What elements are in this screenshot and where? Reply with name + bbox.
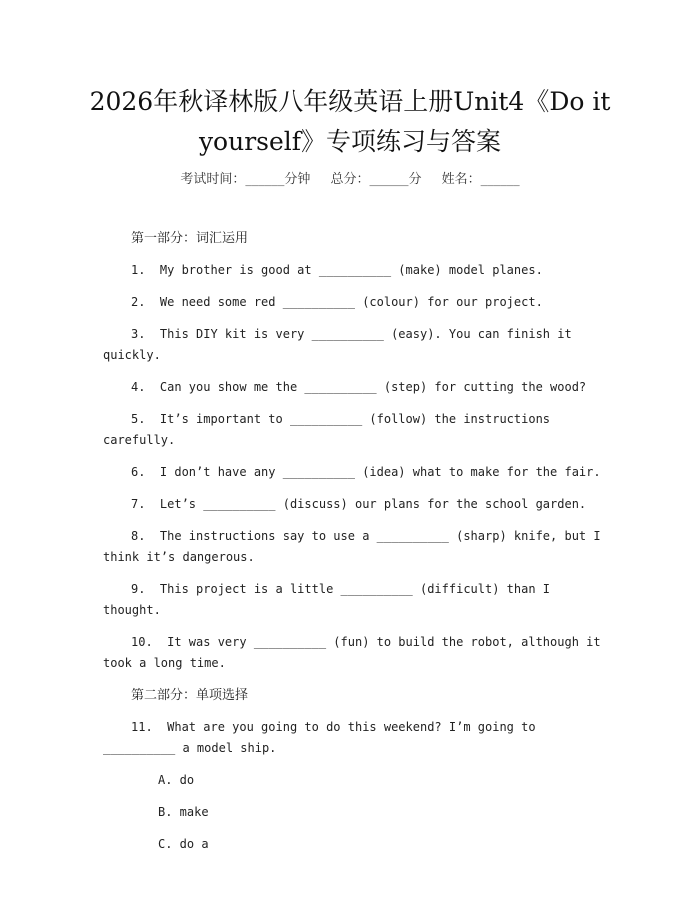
question-1: 1. My brother is good at __________ (make) model planes.: [131, 263, 543, 277]
question-10: 10. It was very __________ (fun) to build the robot, although it took a long time.: [103, 635, 608, 670]
section-heading-multiple-choice: 第二部分：单项选择: [131, 688, 249, 703]
option-b: B. make: [158, 805, 209, 819]
question-11: 11. What are you going to do this weekend? I’m going to __________ a model ship.: [103, 720, 543, 755]
exam-time-field: 考试时间：______分钟: [180, 172, 311, 187]
exercise-content: [103, 228, 608, 866]
question-9: 9. This project is a little __________ (difficult) than I thought.: [103, 582, 558, 617]
question-7: 7. Let’s __________ (discuss) our plans for the school garden.: [131, 497, 587, 511]
name-field: 姓名：______: [441, 172, 520, 187]
question-8: 8. The instructions say to use a __________ (sharp) knife, but I think it’s dangerous.: [103, 529, 608, 564]
section-heading-vocabulary: 第一部分：词汇运用: [131, 231, 249, 246]
question-5: 5. It’s important to __________ (follow) the instructions carefully.: [103, 412, 558, 447]
question-6: 6. I don’t have any __________ (idea) what to make for the fair.: [131, 465, 601, 479]
option-c: C. do a: [158, 837, 209, 851]
question-3: 3. This DIY kit is very __________ (easy). You can finish it quickly.: [103, 327, 579, 362]
question-4: 4. Can you show me the __________ (step) for cutting the wood?: [131, 380, 587, 394]
option-a: A. do: [158, 773, 195, 787]
document-title: 2026年秋译林版八年级英语上册Unit4《Do it yourself》专项练习与答案: [89, 87, 611, 156]
question-2: 2. We need some red __________ (colour) for our project.: [131, 295, 543, 309]
exam-info: [0, 168, 700, 187]
total-score-field: 总分：______分: [330, 172, 422, 187]
